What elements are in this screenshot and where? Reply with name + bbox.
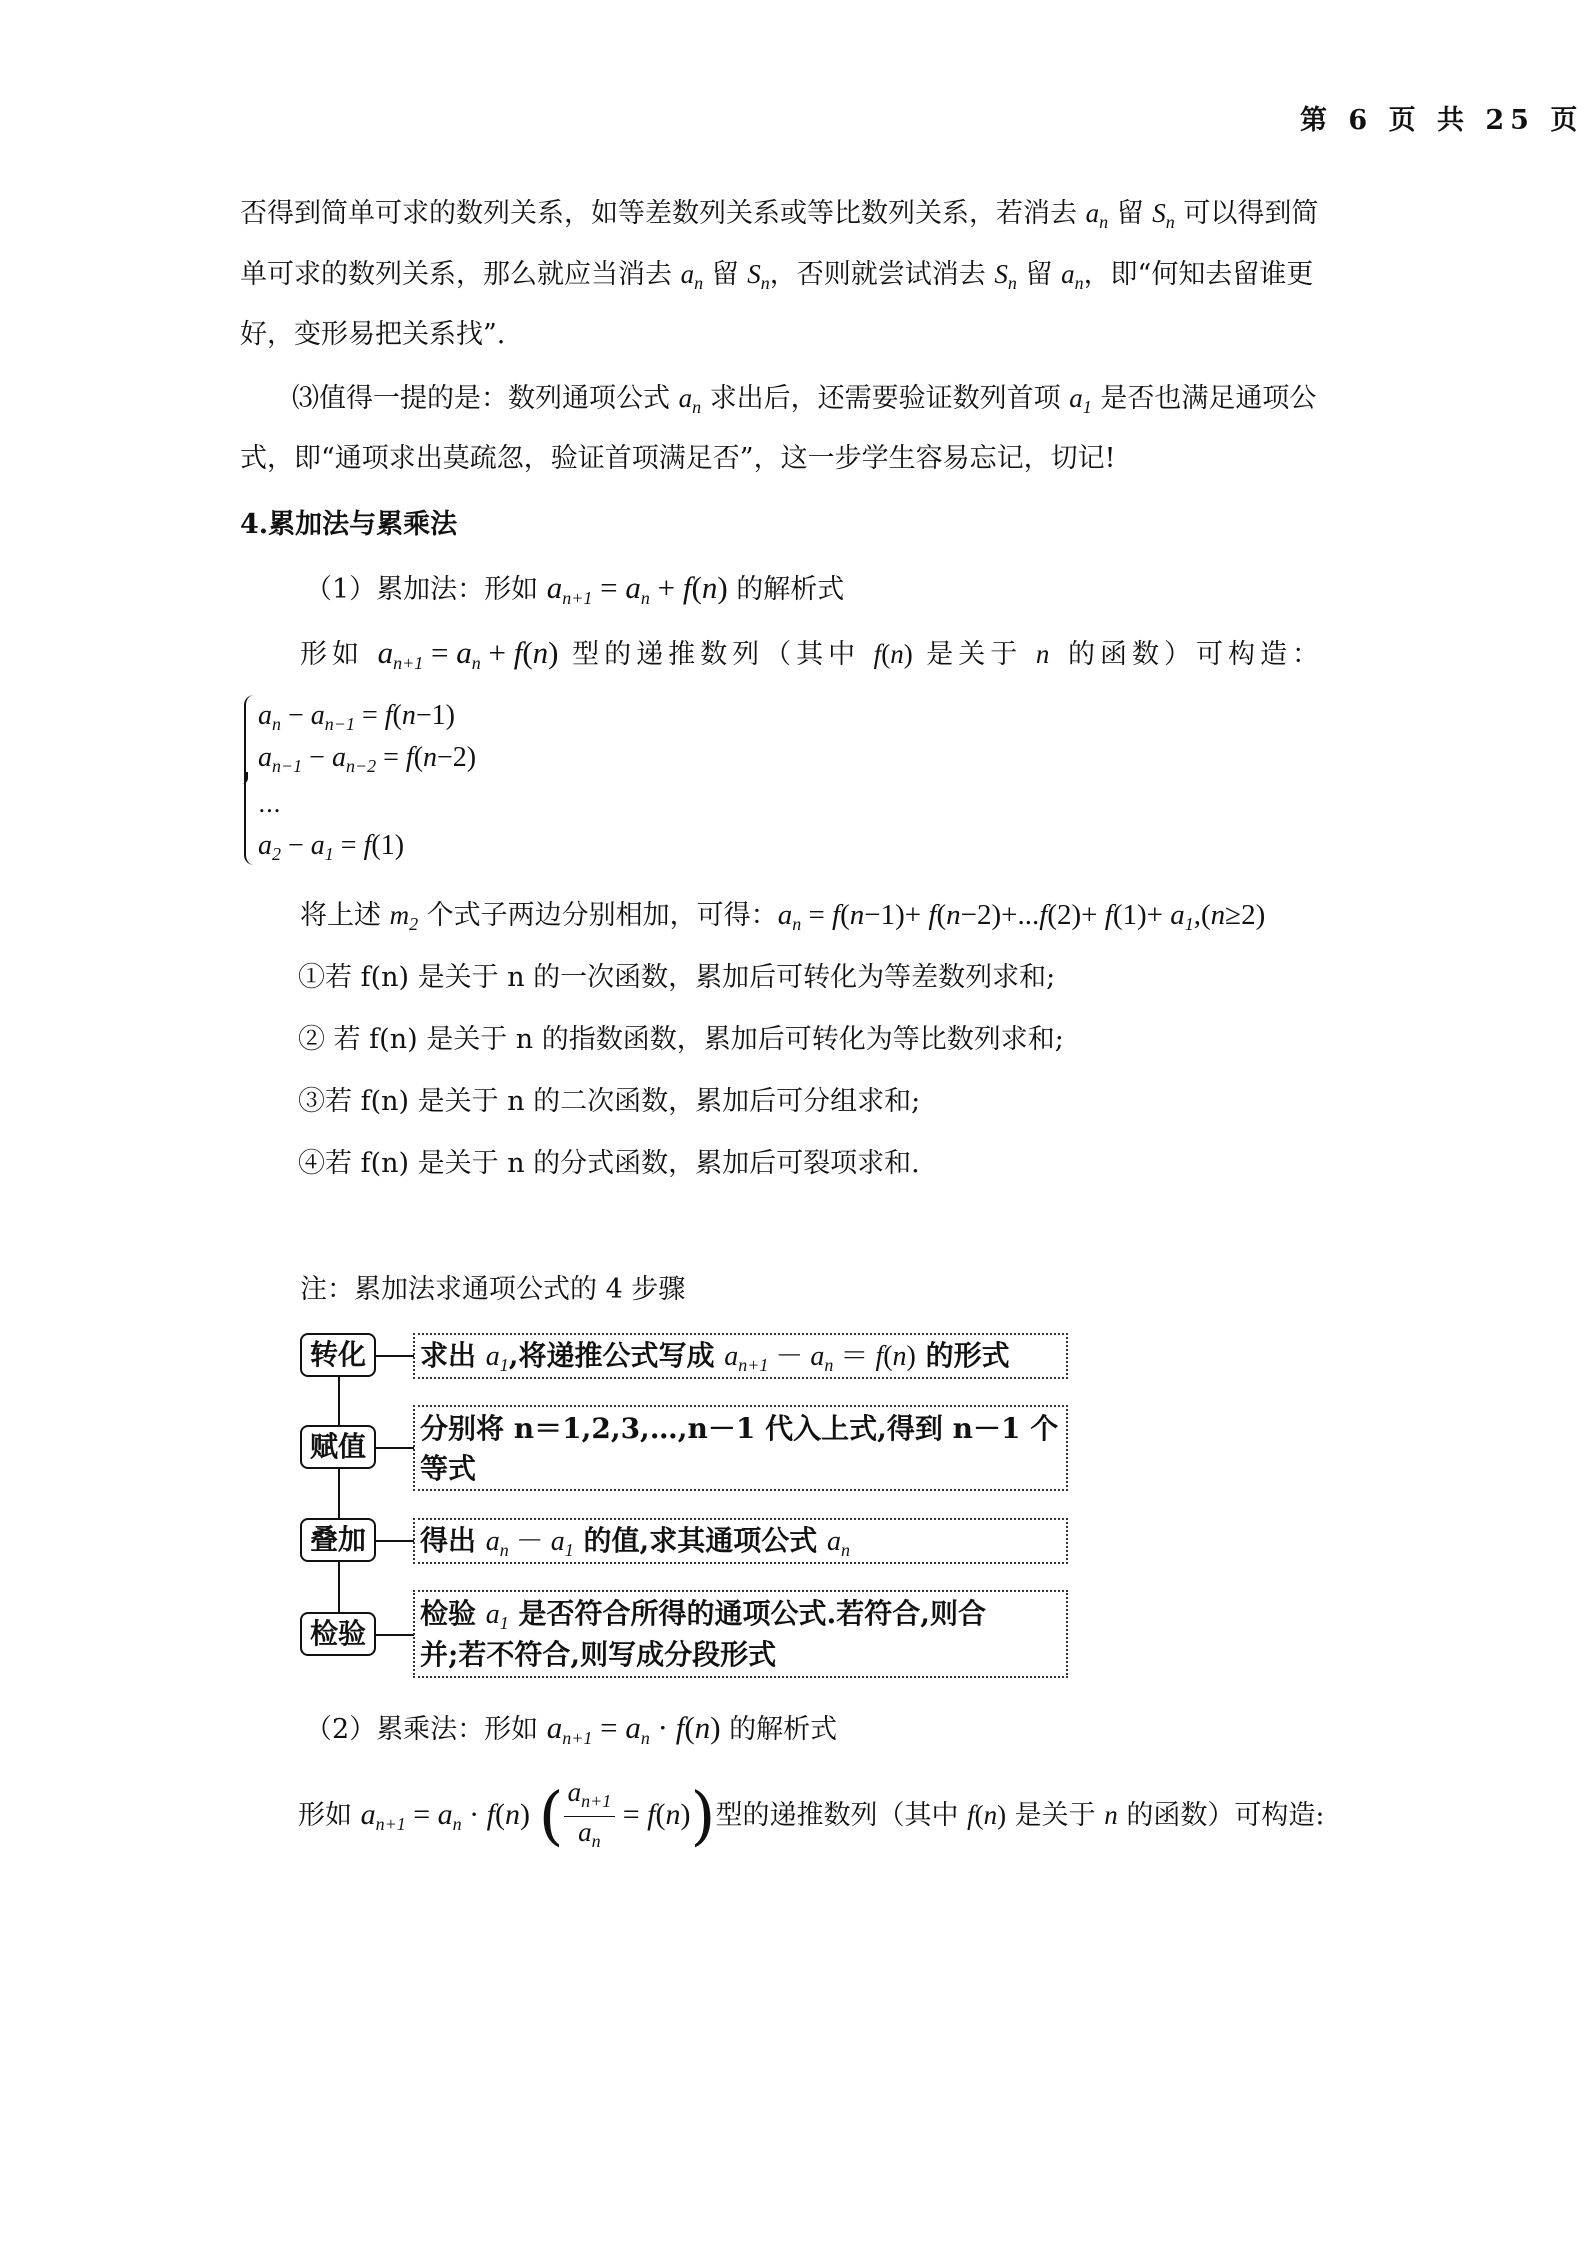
case-item: ② 若 f(n) 是关于 n 的指数函数，累加后可转化为等比数列求和; [298,1024,1064,1055]
case-item: ①若 f(n) 是关于 n 的一次函数，累加后可转化为等差数列求和; [298,962,1056,993]
paragraph-line: 否得到简单可求的数列关系，如等差数列关系或等比数列关系，若消去 $a_n$ 留 $S_n$ 可以得到简 [240,198,1319,232]
section-title: 4.累加法与累乘法 [240,509,458,540]
equation-row: ... [258,790,281,818]
step-box-transform: 转化 [300,1333,376,1377]
paragraph-line: 式，即“通项求出莫疏忽，验证首项满足否”，这一步学生容易忘记，切记! [240,443,1116,474]
equation-row: $a_{n-1} - a_{n-2} = f(n-2)$ [258,742,477,776]
paragraph-line: 形如 $a_{n+1} = a_n \cdot f(n)$ ( $\frac{a_{n+1}}{a_n}$ = f(n))型的递推数列（其中 f(n) 是关于 n 的函数）可构造: [298,1777,1325,1854]
page-number-header: 第 6 页 共 25 页 [1300,105,1584,136]
paragraph-line: 将上述 $m_2$ 个式子两边分别相加，可得：$a_n = f(n-1)+ f(n-2)+...f(2)+ f(1)+ a_1,(n\ge 2)$ [300,899,1266,934]
step-box-verify: 检验 [300,1612,376,1656]
paragraph-line: 形如 $a_{n+1} = a_n + f(n)$ 型的递推数列（其中 f(n) 是关于 n 的函数）可构造： [300,635,1324,673]
step-detail-text: 求出 $a_1$,将递推公式写成 $a_{n+1} - a_n = f(n)$ 的形式 [420,1339,1010,1375]
flow-connector [376,1447,414,1449]
step-detail-text: 分别将 n＝1,2,3,…,n－1 代入上式,得到 n－1 个 [420,1412,1059,1445]
equation-row: $a_n - a_{n-1} = f(n-1)$ [258,700,455,734]
flow-connector [376,1355,414,1357]
step-detail-text: 并;若不符合,则写成分段形式 [420,1638,777,1671]
case-item: ④若 f(n) 是关于 n 的分式函数，累加后可裂项求和. [298,1148,920,1179]
subsection-title: （2）累乘法：形如 $a_{n+1} = a_n \cdot f(n)$ 的解析式 [305,1710,838,1748]
step-box-stack: 叠加 [300,1518,376,1562]
paragraph-line: 单可求的数列关系，那么就应当消去 $a_n$ 留 $S_n$，否则就尝试消去 $S_n$ 留 $a_n$，即“何知去留谁更 [240,259,1314,293]
paragraph-line: ⑶值得一提的是：数列通项公式 $a_n$ 求出后，还需要验证数列首项 $a_1$ 是否也满足通项公 [292,383,1317,417]
step-detail-text: 检验 $a_1$ 是否符合所得的通项公式.若符合,则合 [420,1597,986,1633]
note-title: 注：累加法求通项公式的 4 步骤 [300,1274,686,1305]
subsection-title: （1）累加法：形如 $a_{n+1} = a_n + f(n)$ 的解析式 [305,570,845,608]
step-detail-text: 得出 $a_n - a_1$ 的值,求其通项公式 $a_n$ [420,1524,851,1560]
step-detail-text: 等式 [420,1452,477,1485]
case-item: ③若 f(n) 是关于 n 的二次函数，累加后可分组求和; [298,1086,921,1117]
flow-connector [376,1540,414,1542]
flow-connector-vertical [338,1375,340,1630]
equation-row: $a_2 - a_1 = f(1)$ [258,830,405,864]
flow-connector [376,1634,414,1636]
step-box-assign: 赋值 [300,1425,376,1469]
paragraph-line: 好，变形易把关系找”. [240,319,506,350]
